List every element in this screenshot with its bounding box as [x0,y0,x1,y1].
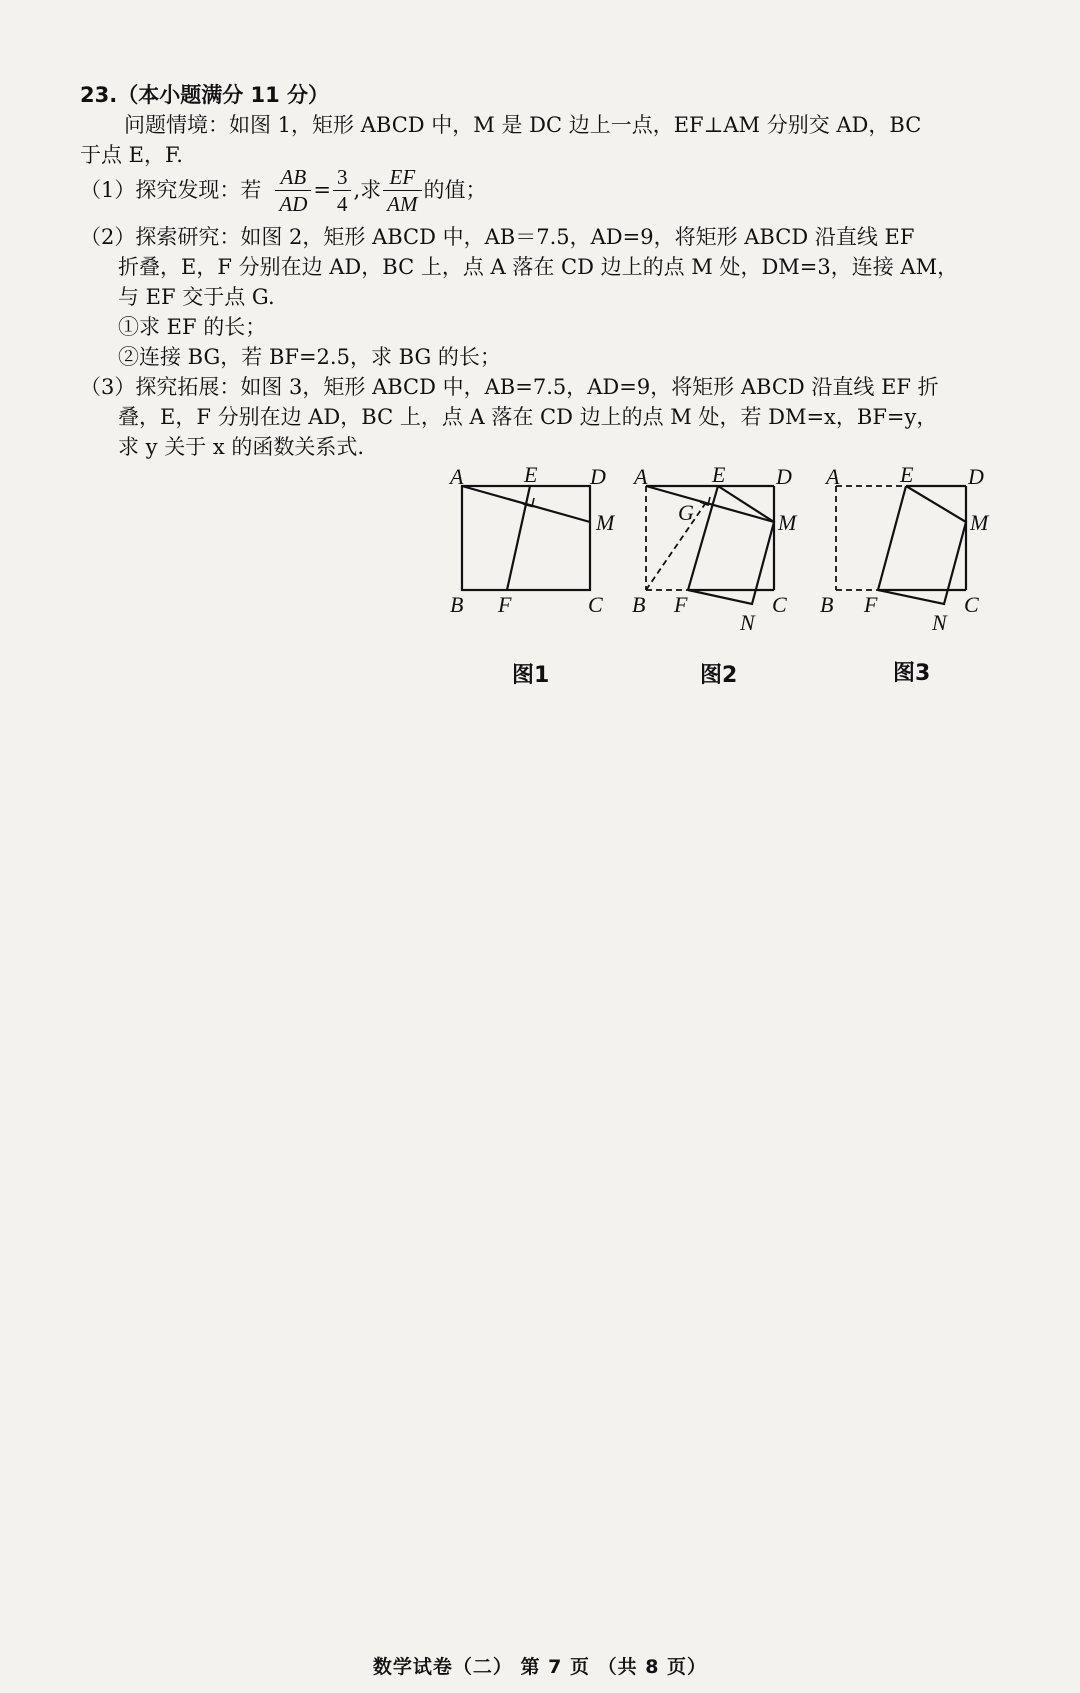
figure-2 [628,456,803,636]
intro-line-1: 问题情境：如图 1，矩形 ABCD 中，M 是 DC 边上一点，EF⊥AM 分别交 AD，BC [124,113,922,137]
figure-3-caption: 图3 [893,661,931,686]
page-footer: 数学试卷（二） 第 7 页 （共 8 页） [372,1656,708,1678]
fraction-3-4 [333,164,352,217]
label-c: C [772,592,787,617]
equals-sign: = [313,178,331,202]
part2-line-1: （2）探索研究：如图 2，矩形 ABCD 中，AB＝7.5，AD=9，将矩形 ABCD 沿直线 EF [80,225,915,249]
part2-line-3: 与 EF 交于点 G. [118,285,275,309]
intro-line-2: 于点 E，F. [80,143,183,167]
fraction-denominator: 4 [336,191,348,216]
label-g: G [678,500,694,525]
question-header: 23.（本小题满分 11 分） [80,83,330,107]
part1-prefix: （1）探究发现：若 [80,178,262,202]
label-n: N [740,610,755,635]
label-a: A [826,464,840,489]
part2-line-2: 折叠，E，F 分别在边 AD，BC 上，点 A 落在 CD 边上的点 M 处，DM=3，连接 AM， [118,255,959,279]
fraction-numerator: AB [275,164,311,191]
figure-2-caption: 图2 [700,663,738,688]
label-e: E [524,462,538,487]
label-d: D [590,464,606,489]
label-c: C [588,592,603,616]
part3-line-2: 叠，E，F 分别在边 AD，BC 上，点 A 落在 CD 边上的点 M 处，若 DM=x，BF=y， [118,405,938,429]
figure-1-caption: 图1 [512,663,550,688]
figure-3 [820,456,995,636]
fraction-ab-ad [275,164,311,217]
fraction-denominator: AM [387,191,418,216]
label-f: F [674,592,688,617]
fraction-numerator: EF [383,164,421,191]
label-d: D [968,464,984,489]
part1-line [80,160,487,220]
fraction-ef-am [383,164,421,217]
label-a: A [450,464,464,489]
label-f: F [864,592,878,617]
figure-1 [440,456,615,616]
label-e: E [900,462,914,487]
label-e: E [712,462,726,487]
fraction-numerator: 3 [333,164,352,191]
label-n: N [932,610,947,635]
label-b: B [450,592,464,616]
label-b: B [820,592,834,617]
part2-sub-2: ②连接 BG，若 BF=2.5，求 BG 的长； [118,345,501,369]
label-c: C [964,592,979,617]
label-f: F [498,592,512,616]
part2-sub-1: ①求 EF 的长； [118,315,267,339]
part3-line-1: （3）探究拓展：如图 3，矩形 ABCD 中，AB=7.5，AD=9，将矩形 ABCD 沿直线 EF 折 [80,375,939,399]
part3-line-3: 求 y 关于 x 的函数关系式. [118,435,365,459]
label-b: B [632,592,646,617]
label-m: M [596,510,615,535]
fraction-denominator: AD [279,191,308,216]
part1-suffix: 的值； [423,178,487,202]
label-d: D [776,464,792,489]
label-m: M [970,510,989,535]
label-m: M [778,510,797,535]
label-a: A [634,464,648,489]
part1-mid: ,求 [353,178,382,202]
